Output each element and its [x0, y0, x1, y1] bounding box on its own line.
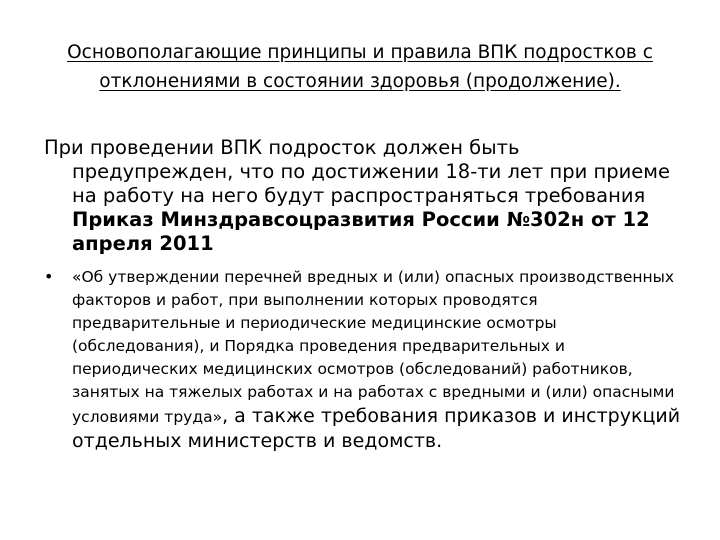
slide-title	[40, 38, 680, 96]
bullet-item	[44, 266, 684, 453]
order-reference: Приказ Минздравсоцразвития России №302н от 12 апреля 2011	[72, 208, 650, 255]
slide-title-text: Основополагающие принципы и правила ВПК подростков с отклонениями в состоянии здоровья (продолжение)	[67, 42, 653, 92]
bullet-marker: •	[44, 267, 54, 286]
intro-paragraph	[44, 136, 684, 256]
slide-title-period: .	[614, 71, 621, 92]
slide-body	[44, 136, 684, 453]
bullet-tail-text: , а также требования приказов и инструкций отдельных министерств и ведомств.	[72, 405, 681, 452]
intro-text: При проведении ВПК подросток должен быть предупрежден, что по достижении 18-ти лет при приеме на работу на него будут распространяться требования	[44, 136, 670, 207]
order-title-quote: «Об утверждении перечней вредных и (или) опасных производственных факторов и работ, при выполнении которых проводятся предварительные и периодические медицинские осмотры (обследования), и Порядка проведения предварительных и периодических медицинских осмотров (обследований) работников, занятых на тяжелых работах и на работах с вредными и (или) опасными условиями труда»	[72, 268, 675, 426]
